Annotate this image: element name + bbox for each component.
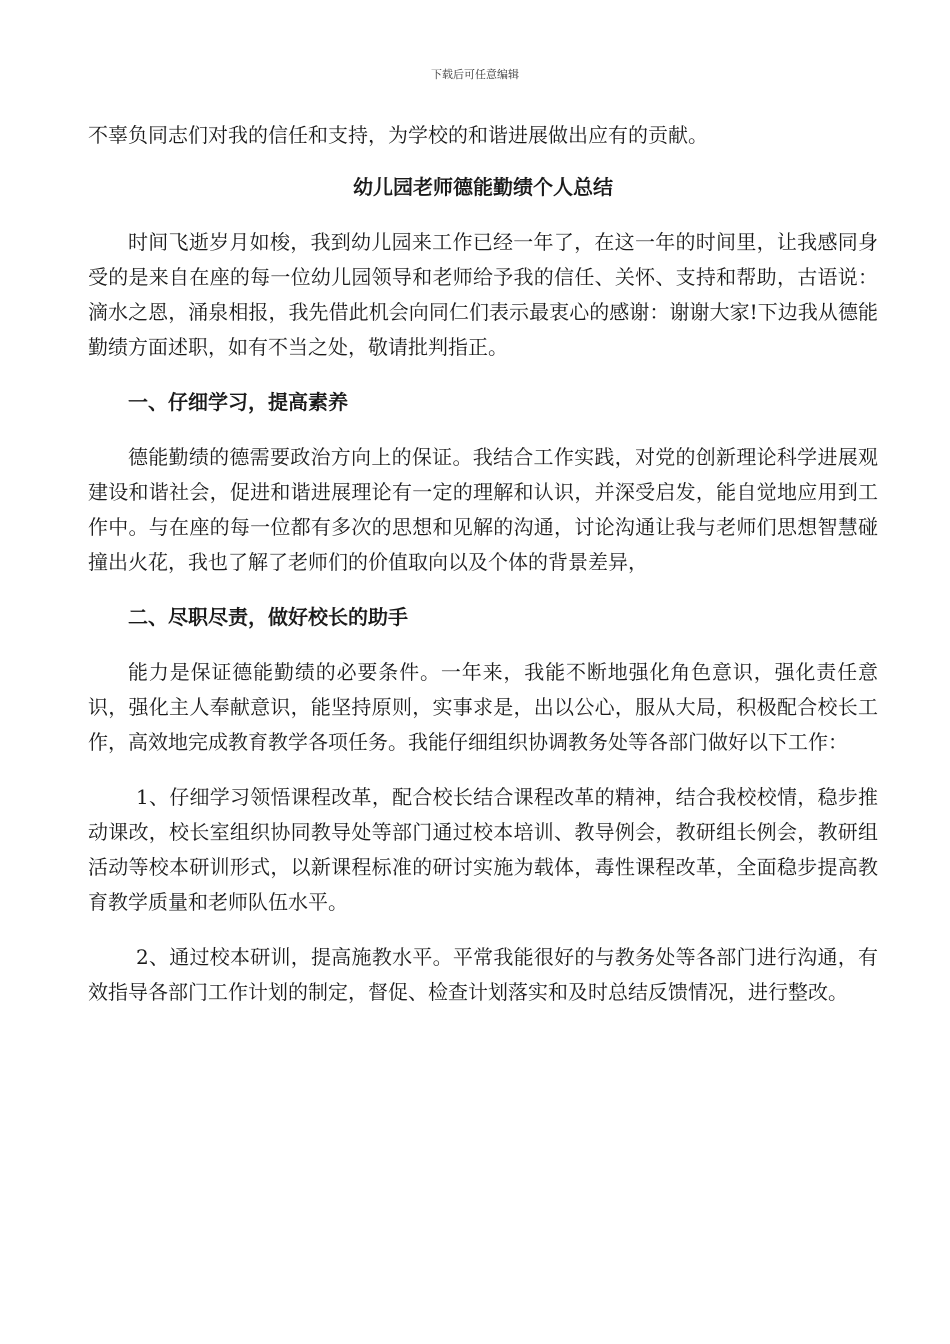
- section-2-paragraph: 能力是保证德能勤绩的必要条件。一年来，我能不断地强化角色意识，强化责任意识，强化主人奉献意识，能坚持原则，实事求是，出以公心，服从大局，积极配合校长工作，高效地完成教育教学各项任务。我能仔细组织协调教务处等各部门做好以下工作：: [88, 660, 878, 754]
- lead-line: 不辜负同志们对我的信任和支持，为学校的和谐进展做出应有的贡献。: [88, 123, 708, 147]
- page-header-note: 下载后可任意编辑: [431, 68, 519, 81]
- document-title: 幼儿园老师德能勤绩个人总结: [353, 175, 613, 199]
- document-body: [88, 118, 878, 1030]
- section-1-paragraph: 德能勤绩的德需要政治方向上的保证。我结合工作实践，对党的创新理论科学进展观建设和谐社会，促进和谐进展理论有一定的理解和认识，并深受启发，能自觉地应用到工作中。与在座的每一位都有多次的思想和见解的沟通，讨论沟通让我与老师们思想智慧碰撞出火花，我也了解了老师们的价值取向以及个体的背景差异，: [88, 445, 878, 574]
- list-item-2: 2、通过校本研训，提高施教水平。平常我能很好的与教务处等各部门进行沟通，有效指导各部门工作计划的制定，督促、检查计划落实和及时总结反馈情况，进行整改。: [88, 945, 878, 1004]
- section-2-heading: 二、尽职尽责，做好校长的助手: [128, 605, 408, 629]
- section-1-heading: 一、仔细学习，提高素养: [128, 390, 348, 414]
- list-item-1: 1、仔细学习领悟课程改革，配合校长结合课程改革的精神，结合我校校情，稳步推动课改，校长室组织协同教导处等部门通过校本培训、教导例会，教研组长例会，教研组活动等校本研训形式，以新课程标准的研讨实施为载体，毒性课程改革，全面稳步提高教育教学质量和老师队伍水平。: [88, 785, 878, 914]
- intro-paragraph: 时间飞逝岁月如梭，我到幼儿园来工作已经一年了，在这一年的时间里，让我感同身受的是来自在座的每一位幼儿园领导和老师给予我的信任、关怀、支持和帮助，古语说：滴水之恩，涌泉相报，我先借此机会向同仁们表示最衷心的感谢：谢谢大家!下边我从德能勤绩方面述职，如有不当之处，敬请批判指正。: [88, 230, 878, 359]
